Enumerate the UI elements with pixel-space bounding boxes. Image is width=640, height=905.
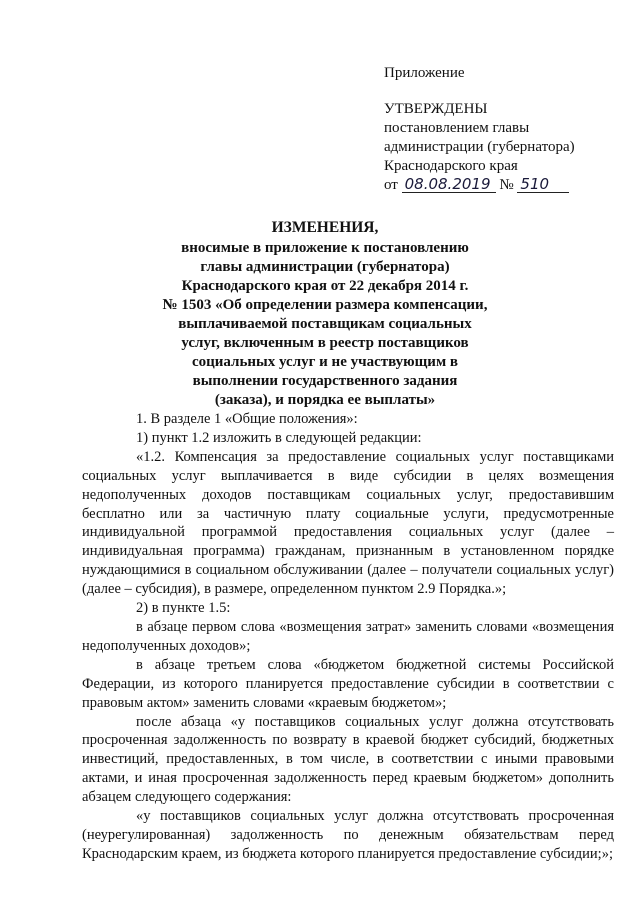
from-label: от bbox=[384, 177, 398, 193]
paragraph-clause-1-2: «1.2. Компенсация за предоставление социальных услуг поставщиками социальных услуг выплачивается в виде субсидии в целях возмещения недополученных доходов поставщикам социальных услуг, предоставившим бесплатно или за частичную плату социальные услуги, предусмотренные индивидуальной программой предоставления социальных услуг (далее – индивидуальная программа) гражданам, признанным в установленном порядке нуждающимися в социальном обслуживании (далее – получатели социальных услуг) (далее – субсидия), в размере, определенном пунктом 2.9 Порядка.»; bbox=[82, 448, 614, 598]
paragraph-third-abzac: в абзаце третьем слова «бюджетом бюджетной системы Российской Федерации, из которого планируется предоставление субсидии в соответствии с правовым актом» заменить словами «краевым бюджетом»; bbox=[82, 656, 614, 711]
document-title bbox=[150, 218, 500, 410]
approval-line-3: Краснодарского края bbox=[384, 158, 518, 174]
handwritten-date: 08.08.2019 bbox=[402, 177, 496, 193]
title-line: выполнении государственного задания bbox=[192, 373, 458, 389]
paragraph-new-abzac: «у поставщиков социальных услуг должна отсутствовать просроченная (неурегулированная) задолженность по денежным обязательствам перед Краснодарским краем, из бюджета которого планируется предоставление субсидии;»; bbox=[82, 808, 614, 862]
appendix-label: Приложение bbox=[384, 65, 465, 81]
title-line: Краснодарского края от 22 декабря 2014 г. bbox=[181, 278, 469, 294]
title-line: социальных услуг и не участвующим в bbox=[191, 354, 459, 370]
paragraph-item-1: 1) пункт 1.2 изложить в следующей редакции: bbox=[136, 429, 422, 446]
paragraph-first-abzac: в абзаце первом слова «возмещения затрат» заменить словами «возмещения недополученных доходов»; bbox=[82, 618, 614, 654]
paragraph-item-2: 2) в пункте 1.5: bbox=[136, 600, 231, 617]
title-line: услуг, включенным в реестр поставщиков bbox=[181, 335, 469, 351]
title-main: ИЗМЕНЕНИЯ, bbox=[271, 219, 379, 236]
approval-date-line bbox=[384, 176, 575, 195]
number-label: № bbox=[499, 177, 514, 193]
approved-heading: УТВЕРЖДЕНЫ bbox=[384, 101, 488, 117]
approval-line-2: администрации (губернатора) bbox=[384, 139, 575, 155]
paragraph-after-abzac: после абзаца «у поставщиков социальных услуг должна отсутствовать просроченная задолженность по возврату в краевой бюджет субсидий, бюджетных инвестиций, предоставленных, в том числе, в соответствии с иными правовыми актами, и иная просроченная задолженность перед краевым бюджетом» дополнить абзацем следующего содержания: bbox=[82, 713, 614, 806]
approval-block bbox=[384, 64, 575, 195]
title-line: главы администрации (губернатора) bbox=[200, 259, 450, 275]
title-line: № 1503 «Об определении размера компенсации, bbox=[162, 297, 488, 313]
handwritten-number: 510 bbox=[517, 177, 569, 193]
title-line: выплачиваемой поставщикам социальных bbox=[178, 316, 472, 332]
approval-line-1: постановлением главы bbox=[384, 120, 530, 136]
paragraph-section-1: 1. В разделе 1 «Общие положения»: bbox=[136, 411, 358, 427]
title-line: вносимые в приложение к постановлению bbox=[181, 240, 469, 256]
title-line: (заказа), и порядка ее выплаты» bbox=[214, 392, 436, 408]
document-body bbox=[82, 410, 614, 864]
